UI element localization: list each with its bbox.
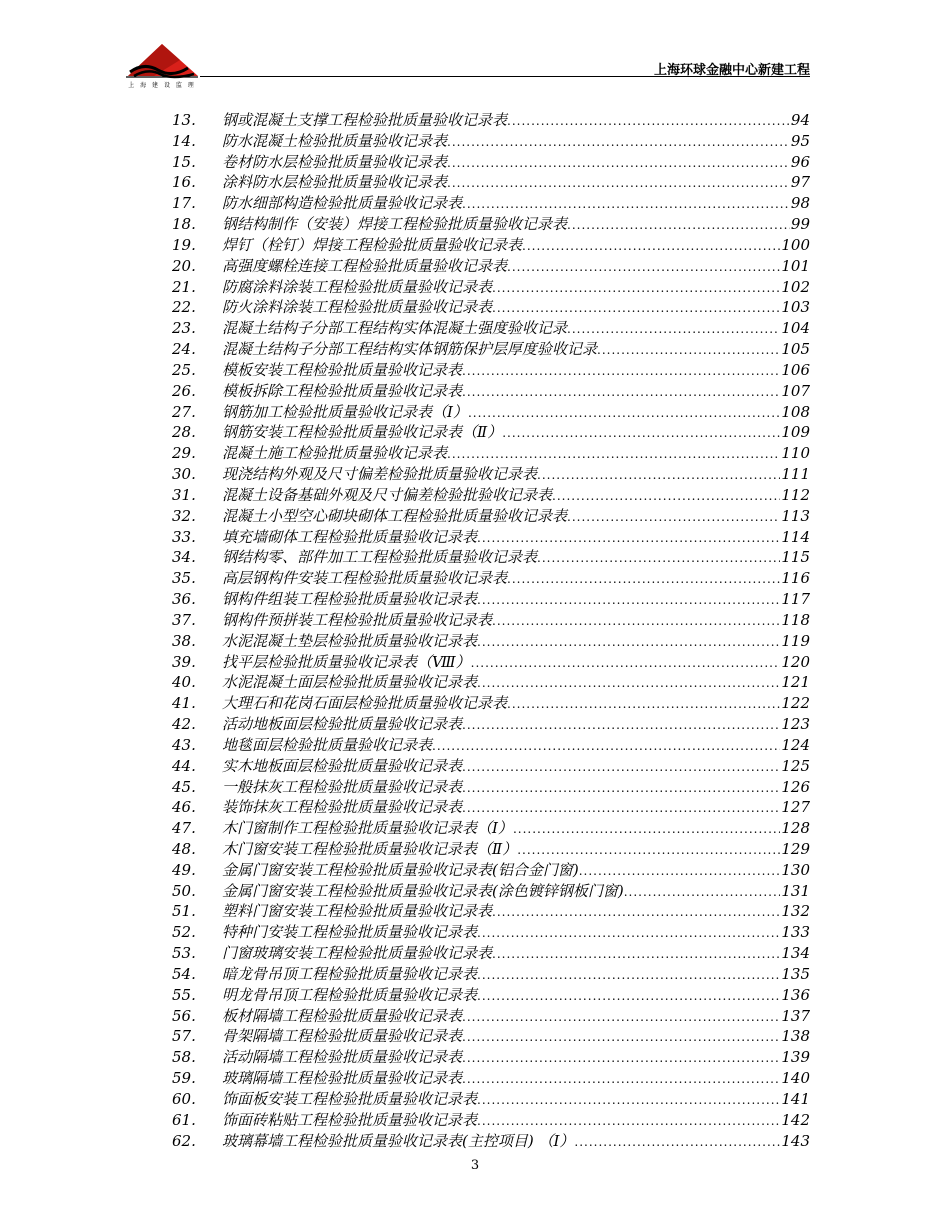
toc-entry-leader xyxy=(522,236,780,257)
toc-entry[interactable] xyxy=(172,131,810,152)
toc-entry-leader xyxy=(468,403,780,424)
toc-entry-number: 48. xyxy=(172,839,196,858)
toc-entry-leader xyxy=(432,736,780,757)
toc-entry-title: 金属门窗安装工程检验批质量验收记录表(铝合金门窗) xyxy=(222,860,579,879)
toc-entry-title: 饰面板安装工程检验批质量验收记录表 xyxy=(222,1089,478,1108)
toc-entry-page: 141 xyxy=(781,1089,810,1108)
toc-entry-page: 105 xyxy=(781,340,810,359)
toc-entry-page: 136 xyxy=(781,985,810,1004)
toc-entry-title: 一般抹灰工程检验批质量验收记录表 xyxy=(222,777,463,796)
toc-entry-page: 128 xyxy=(781,819,810,838)
toc-entry-title: 钢或混凝土支撑工程检验批质量验收记录表 xyxy=(222,111,508,129)
toc-entry-title: 卷材防水层检验批质量验收记录表 xyxy=(222,152,448,171)
toc-entry-leader xyxy=(507,694,780,715)
toc-entry-page: 104 xyxy=(781,319,810,338)
toc-entry-leader xyxy=(462,715,780,736)
toc-entry-page: 117 xyxy=(781,590,810,609)
toc-entry-page: 129 xyxy=(781,839,810,858)
toc-entry[interactable] xyxy=(172,839,810,860)
toc-entry-page: 125 xyxy=(781,756,810,775)
toc-entry-number: 40. xyxy=(172,673,196,692)
toc-entry-number: 39. xyxy=(172,652,196,671)
toc-entry-title: 水泥混凝土面层检验批质量验收记录表 xyxy=(222,673,478,692)
toc-entry-leader xyxy=(462,1048,780,1069)
toc-entry-page: 135 xyxy=(781,964,810,983)
toc-entry-number: 31. xyxy=(172,485,196,504)
toc-entry-title: 防水混凝土检验批质量验收记录表 xyxy=(222,131,448,150)
toc-entry-number: 20. xyxy=(172,256,196,275)
toc-entry-number: 15. xyxy=(172,152,196,171)
toc-entry-title: 钢结构制作（安装）焊接工程检验批质量验收记录表 xyxy=(222,215,568,234)
toc-entry-number: 52. xyxy=(172,923,196,942)
toc-entry-number: 37. xyxy=(172,610,196,629)
toc-entry-leader xyxy=(462,194,790,215)
toc-entry[interactable] xyxy=(172,297,810,318)
toc-entry-title: 骨架隔墙工程检验批质量验收记录表 xyxy=(222,1027,463,1046)
toc-entry-leader xyxy=(574,1132,780,1153)
header-title: 上海环球金融中心新建工程 xyxy=(653,63,810,78)
toc-entry-leader xyxy=(507,569,780,590)
toc-entry-page: 98 xyxy=(790,194,810,213)
toc-entry[interactable] xyxy=(172,318,810,339)
toc-entry-title: 焊钉（栓钉）焊接工程检验批质量验收记录表 xyxy=(222,235,523,254)
toc-entry[interactable] xyxy=(172,881,810,902)
toc-entry-leader xyxy=(502,423,780,444)
toc-entry[interactable] xyxy=(172,547,810,568)
toc-entry-leader xyxy=(477,673,780,694)
toc-entry-page: 109 xyxy=(781,423,810,442)
toc-entry-page: 130 xyxy=(781,860,810,879)
toc-entry-title: 钢结构零、部件加工工程检验批质量验收记录表 xyxy=(222,548,538,567)
toc-entry-leader xyxy=(447,444,780,465)
toc-entry-number: 54. xyxy=(172,964,196,983)
toc-entry-number: 30. xyxy=(172,465,196,484)
toc-entry[interactable] xyxy=(172,110,810,131)
toc-entry-number: 51. xyxy=(172,902,196,921)
toc-entry-leader xyxy=(517,840,780,861)
toc-entry-page: 139 xyxy=(781,1048,810,1067)
toc-entry-leader xyxy=(447,153,790,174)
toc-entry[interactable] xyxy=(172,485,810,506)
toc-entry-leader xyxy=(462,798,780,819)
toc-entry-number: 35. xyxy=(172,569,196,588)
toc-entry[interactable] xyxy=(172,381,810,402)
toc-entry-title: 现浇结构外观及尺寸偏差检验批质量验收记录表 xyxy=(222,465,538,484)
toc-entry-title: 大理石和花岗石面层检验批质量验收记录表 xyxy=(222,694,508,713)
toc-entry[interactable] xyxy=(172,464,810,485)
toc-entry-leader xyxy=(477,528,780,549)
toc-entry-leader xyxy=(537,465,780,486)
toc-entry-page: 108 xyxy=(781,402,810,421)
toc-entry[interactable] xyxy=(172,714,810,735)
toc-entry-leader xyxy=(462,778,780,799)
toc-entry-title: 装饰抹灰工程检验批质量验收记录表 xyxy=(222,798,463,817)
toc-entry[interactable] xyxy=(172,360,810,381)
toc-entry-number: 53. xyxy=(172,944,196,963)
toc-entry[interactable] xyxy=(172,506,810,527)
toc-entry-page: 97 xyxy=(790,173,810,192)
toc-entry-page: 121 xyxy=(781,673,810,692)
toc-entry-title: 混凝土施工检验批质量验收记录表 xyxy=(222,444,448,463)
toc-entry-title: 找平层检验批质量验收记录表（Ⅷ） xyxy=(222,652,471,671)
toc-entry-number: 13. xyxy=(172,111,196,129)
toc-entry-title: 混凝土设备基础外观及尺寸偏差检验批验收记录表 xyxy=(222,485,553,504)
toc-entry-number: 24. xyxy=(172,340,196,359)
toc-entry-page: 124 xyxy=(781,735,810,754)
toc-entry[interactable] xyxy=(172,1068,810,1089)
toc-entry-leader xyxy=(477,1111,780,1132)
toc-entry[interactable] xyxy=(172,964,810,985)
toc-entry-leader xyxy=(471,653,781,674)
toc-entry-number: 21. xyxy=(172,277,196,296)
toc-entry-leader xyxy=(567,215,790,236)
toc-entry-number: 38. xyxy=(172,631,196,650)
toc-entry-number: 60. xyxy=(172,1089,196,1108)
toc-entry-title: 模板安装工程检验批质量验收记录表 xyxy=(222,360,463,379)
toc-entry-number: 28. xyxy=(172,423,196,442)
toc-entry-leader xyxy=(462,1069,780,1090)
toc-entry-title: 混凝土结构子分部工程结构实体钢筋保护层厚度验收记录 xyxy=(222,340,598,359)
toc-entry-leader xyxy=(492,278,780,299)
toc-entry-page: 120 xyxy=(781,652,810,671)
toc-entry-title: 涂料防水层检验批质量验收记录表 xyxy=(222,173,448,192)
toc-entry-leader xyxy=(447,173,790,194)
toc-entry[interactable] xyxy=(172,1089,810,1110)
toc-entry-page: 112 xyxy=(781,485,810,504)
toc-entry[interactable] xyxy=(172,256,810,277)
toc-entry-page: 115 xyxy=(781,548,810,567)
toc-entry[interactable] xyxy=(172,860,810,881)
toc-entry-leader xyxy=(513,819,780,840)
toc-entry-title: 高层钢构件安装工程检验批质量验收记录表 xyxy=(222,569,508,588)
toc-entry-page: 106 xyxy=(781,360,810,379)
toc-entry-title: 饰面砖粘贴工程检验批质量验收记录表 xyxy=(222,1110,478,1129)
toc-entry-number: 47. xyxy=(172,819,196,838)
toc-entry-leader xyxy=(552,486,780,507)
toc-entry-title: 高强度螺栓连接工程检验批质量验收记录表 xyxy=(222,256,508,275)
toc-entry-page: 123 xyxy=(781,715,810,734)
toc-entry[interactable] xyxy=(172,193,810,214)
toc-entry[interactable] xyxy=(172,1131,810,1152)
toc-entry[interactable] xyxy=(172,797,810,818)
toc-entry-title: 门窗玻璃安装工程检验批质量验收记录表 xyxy=(222,944,493,963)
toc-entry-page: 113 xyxy=(781,506,810,525)
toc-entry-leader xyxy=(597,340,780,361)
toc-entry-number: 16. xyxy=(172,173,196,192)
toc-entry-number: 44. xyxy=(172,756,196,775)
toc-entry-page: 138 xyxy=(781,1027,810,1046)
toc-entry-page: 102 xyxy=(781,277,810,296)
toc-entry[interactable] xyxy=(172,402,810,423)
toc-entry-page: 95 xyxy=(790,131,810,150)
toc-entry[interactable] xyxy=(172,527,810,548)
toc-entry[interactable] xyxy=(172,214,810,235)
toc-entry-leader xyxy=(492,298,780,319)
toc-entry-leader xyxy=(567,507,780,528)
toc-entry-page: 100 xyxy=(781,235,810,254)
toc-entry[interactable] xyxy=(172,568,810,589)
toc-entry-title: 防腐涂料涂装工程检验批质量验收记录表 xyxy=(222,277,493,296)
toc-entry-page: 101 xyxy=(781,256,810,275)
toc-entry[interactable] xyxy=(172,777,810,798)
toc-entry-number: 14. xyxy=(172,131,196,150)
toc-entry-title: 钢筋加工检验批质量验收记录表（Ⅰ） xyxy=(222,402,468,421)
toc-entry-title: 地毯面层检验批质量验收记录表 xyxy=(222,735,433,754)
toc-entry[interactable] xyxy=(172,235,810,256)
toc-entry-title: 木门窗制作工程检验批质量验收记录表（Ⅰ） xyxy=(222,819,513,838)
toc-entry-title: 玻璃隔墙工程检验批质量验收记录表 xyxy=(222,1069,463,1088)
toc-entry-number: 36. xyxy=(172,590,196,609)
toc-entry-title: 混凝土小型空心砌块砌体工程检验批质量验收记录表 xyxy=(222,506,568,525)
toc-entry-title: 水泥混凝土垫层检验批质量验收记录表 xyxy=(222,631,478,650)
toc-entry[interactable] xyxy=(172,1110,810,1131)
toc-entry-page: 94 xyxy=(790,111,810,129)
toc-entry-page: 99 xyxy=(790,215,810,234)
toc-entry-number: 57. xyxy=(172,1027,196,1046)
toc-entry[interactable] xyxy=(172,943,810,964)
toc-entry-title: 玻璃幕墙工程检验批质量验收记录表(主控项目) （Ⅰ） xyxy=(222,1131,575,1150)
toc-entry[interactable] xyxy=(172,172,810,193)
toc-entry-title: 填充墙砌体工程检验批质量验收记录表 xyxy=(222,527,478,546)
toc-entry[interactable] xyxy=(172,652,810,673)
table-of-contents xyxy=(172,110,810,1151)
toc-entry[interactable] xyxy=(172,1047,810,1068)
toc-entry-page: 131 xyxy=(781,881,810,900)
toc-entry-leader xyxy=(507,111,790,132)
toc-entry-title: 混凝土结构子分部工程结构实体混凝土强度验收记录 xyxy=(222,319,568,338)
toc-entry-number: 58. xyxy=(172,1048,196,1067)
toc-entry-title: 暗龙骨吊顶工程检验批质量验收记录表 xyxy=(222,964,478,983)
toc-entry[interactable] xyxy=(172,339,810,360)
toc-entry-leader xyxy=(462,1027,780,1048)
toc-entry-page: 126 xyxy=(781,777,810,796)
toc-entry[interactable] xyxy=(172,443,810,464)
toc-entry-number: 26. xyxy=(172,381,196,400)
toc-entry-leader xyxy=(579,861,781,882)
toc-entry-number: 34. xyxy=(172,548,196,567)
toc-entry-page: 119 xyxy=(781,631,810,650)
logo-mark-icon xyxy=(124,42,200,80)
toc-entry-title: 钢筋安装工程检验批质量验收记录表（Ⅱ） xyxy=(222,423,503,442)
toc-entry-title: 钢构件预拼装工程检验批质量验收记录表 xyxy=(222,610,493,629)
toc-entry[interactable] xyxy=(172,631,810,652)
toc-entry-leader xyxy=(462,361,780,382)
toc-entry-number: 18. xyxy=(172,215,196,234)
toc-entry-leader xyxy=(567,319,780,340)
logo-caption: 上 海 建 设 监 理 xyxy=(128,82,196,89)
toc-entry-page: 133 xyxy=(781,923,810,942)
toc-entry-number: 32. xyxy=(172,506,196,525)
toc-entry-leader xyxy=(477,1090,780,1111)
toc-entry-number: 33. xyxy=(172,527,196,546)
toc-entry-page: 137 xyxy=(781,1006,810,1025)
toc-entry-title: 活动地板面层检验批质量验收记录表 xyxy=(222,715,463,734)
toc-entry-leader xyxy=(477,632,780,653)
toc-entry-number: 55. xyxy=(172,985,196,1004)
toc-entry[interactable] xyxy=(172,672,810,693)
toc-entry-number: 59. xyxy=(172,1069,196,1088)
toc-entry-title: 模板拆除工程检验批质量验收记录表 xyxy=(222,381,463,400)
toc-entry[interactable] xyxy=(172,152,810,173)
toc-entry-page: 111 xyxy=(781,465,810,484)
header-divider xyxy=(200,76,810,77)
toc-entry-page: 132 xyxy=(781,902,810,921)
toc-entry-page: 122 xyxy=(781,694,810,713)
toc-entry[interactable] xyxy=(172,610,810,631)
toc-entry-title: 塑料门窗安装工程检验批质量验收记录表 xyxy=(222,902,493,921)
toc-entry-number: 17. xyxy=(172,194,196,213)
toc-entry-number: 29. xyxy=(172,444,196,463)
toc-entry-page: 118 xyxy=(781,610,810,629)
toc-entry-number: 43. xyxy=(172,735,196,754)
toc-entry-page: 142 xyxy=(781,1110,810,1129)
toc-entry-leader xyxy=(462,382,780,403)
toc-entry-page: 114 xyxy=(781,527,810,546)
toc-entry-page: 127 xyxy=(781,798,810,817)
toc-entry-number: 27. xyxy=(172,402,196,421)
toc-entry-title: 防火涂料涂装工程检验批质量验收记录表 xyxy=(222,298,493,317)
toc-entry-leader xyxy=(492,902,780,923)
toc-entry-number: 62. xyxy=(172,1131,196,1150)
toc-entry-title: 特种门安装工程检验批质量验收记录表 xyxy=(222,923,478,942)
toc-entry[interactable] xyxy=(172,818,810,839)
toc-entry-page: 103 xyxy=(781,298,810,317)
toc-entry[interactable] xyxy=(172,277,810,298)
toc-entry-page: 140 xyxy=(781,1069,810,1088)
toc-entry-leader xyxy=(477,965,780,986)
toc-entry-number: 49. xyxy=(172,860,196,879)
toc-entry[interactable] xyxy=(172,1026,810,1047)
company-logo xyxy=(124,42,200,88)
toc-entry[interactable] xyxy=(172,693,810,714)
toc-entry-title: 钢构件组装工程检验批质量验收记录表 xyxy=(222,590,478,609)
toc-entry-number: 42. xyxy=(172,715,196,734)
toc-entry-number: 19. xyxy=(172,235,196,254)
toc-entry-number: 56. xyxy=(172,1006,196,1025)
toc-entry[interactable] xyxy=(172,922,810,943)
toc-entry-title: 木门窗安装工程检验批质量验收记录表（Ⅱ） xyxy=(222,839,518,858)
toc-entry-page: 134 xyxy=(781,944,810,963)
toc-entry-title: 明龙骨吊顶工程检验批质量验收记录表 xyxy=(222,985,478,1004)
toc-entry-number: 50. xyxy=(172,881,196,900)
toc-entry-title: 防水细部构造检验批质量验收记录表 xyxy=(222,194,463,213)
toc-entry-number: 23. xyxy=(172,319,196,338)
toc-entry-leader xyxy=(507,257,780,278)
toc-entry-number: 45. xyxy=(172,777,196,796)
toc-entry-leader xyxy=(462,757,780,778)
toc-entry[interactable] xyxy=(172,1006,810,1027)
toc-entry[interactable] xyxy=(172,756,810,777)
toc-entry[interactable] xyxy=(172,901,810,922)
toc-entry-leader xyxy=(477,923,780,944)
toc-entry-leader xyxy=(477,986,780,1007)
toc-entry[interactable] xyxy=(172,735,810,756)
toc-entry-page: 143 xyxy=(781,1131,810,1150)
toc-entry[interactable] xyxy=(172,589,810,610)
toc-entry-number: 22. xyxy=(172,298,196,317)
page-number: 3 xyxy=(470,1158,480,1173)
toc-entry-leader xyxy=(477,590,780,611)
toc-entry-leader xyxy=(492,944,780,965)
toc-entry-number: 46. xyxy=(172,798,196,817)
toc-entry-title: 活动隔墙工程检验批质量验收记录表 xyxy=(222,1048,463,1067)
toc-entry[interactable] xyxy=(172,985,810,1006)
toc-entry-leader xyxy=(624,882,781,903)
toc-entry-title: 实木地板面层检验批质量验收记录表 xyxy=(222,756,463,775)
toc-entry-number: 41. xyxy=(172,694,196,713)
toc-entry-number: 25. xyxy=(172,360,196,379)
toc-entry-leader xyxy=(462,1007,780,1028)
toc-entry-page: 116 xyxy=(781,569,810,588)
toc-entry-number: 61. xyxy=(172,1110,196,1129)
toc-entry-title: 金属门窗安装工程检验批质量验收记录表(涂色镀锌钢板门窗) xyxy=(222,881,624,900)
toc-entry[interactable] xyxy=(172,422,810,443)
toc-entry-page: 110 xyxy=(781,444,810,463)
toc-entry-leader xyxy=(537,548,780,569)
toc-entry-page: 96 xyxy=(790,152,810,171)
toc-entry-leader xyxy=(492,611,780,632)
toc-entry-title: 板材隔墙工程检验批质量验收记录表 xyxy=(222,1006,463,1025)
toc-entry-page: 107 xyxy=(781,381,810,400)
toc-entry-leader xyxy=(447,132,790,153)
